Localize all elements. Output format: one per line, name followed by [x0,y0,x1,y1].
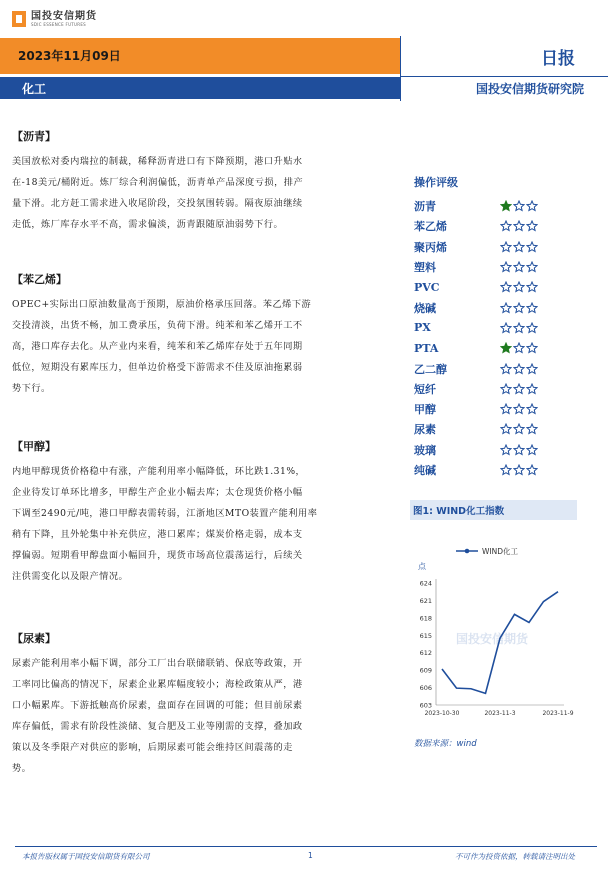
star-filled-icon [500,342,512,354]
footer-divider [15,846,597,847]
rating-title: 操作评级 [414,176,458,189]
institute-name: 国投安信期货研究院 [476,82,585,96]
star-outline-icon [500,220,512,232]
star-outline-icon [513,302,525,314]
star-outline-icon [513,464,525,476]
star-outline-icon [513,241,525,253]
legend-marker [465,549,470,554]
rating-stars [500,281,538,293]
star-outline-icon [513,200,525,212]
y-tick-label: 618 [419,614,432,623]
y-tick-label: 624 [419,579,432,588]
y-tick-label: 609 [419,666,432,675]
sector-title: 化工 [22,82,47,96]
star-outline-icon [526,464,538,476]
rating-stars [500,403,538,415]
star-outline-icon [500,281,512,293]
logo-text-cn: 国投安信期货 [31,11,97,22]
section-body [12,653,380,779]
text-line: 美国放松对委内瑞拉的制裁，稀释沥青进口有下降预期，港口升贴水 [12,156,303,167]
watermark-text: 国投安信期货 [455,632,529,646]
rating-row [414,460,574,480]
footer-copyright: 本报告版权属于国投安信期货有限公司 [22,852,150,861]
star-outline-icon [513,220,525,232]
x-tick-label: 2023-10-30 [424,710,460,717]
rating-row [414,440,574,460]
star-outline-icon [526,383,538,395]
star-outline-icon [500,363,512,375]
rating-row [414,318,574,338]
rating-row [414,237,574,257]
rating-product-name: 短纤 [414,382,436,396]
rating-row [414,257,574,277]
star-outline-icon [513,261,525,273]
rating-stars [500,220,538,232]
text-line: 低位，短期没有累库压力，但单边价格受下游需求不佳及原油拖累弱 [12,362,303,373]
star-outline-icon [526,444,538,456]
star-outline-icon [526,220,538,232]
rating-stars [500,464,538,476]
text-line: 势下行。 [12,383,51,394]
star-outline-icon [500,322,512,334]
rating-stars [500,342,538,354]
y-tick-label: 621 [419,596,432,605]
star-outline-icon [526,322,538,334]
rating-product-name: 塑料 [414,261,436,275]
star-outline-icon [526,403,538,415]
star-outline-icon [513,281,525,293]
wind-chemical-index-chart [404,525,579,725]
legend-label: WIND化工 [482,547,519,556]
section-methanol [12,438,380,587]
text-line: 交投清淡，出货不畅，加工费承压，负荷下滑。纯苯和苯乙烯开工不 [12,320,303,331]
star-outline-icon [500,464,512,476]
rating-row [414,297,574,317]
rating-stars [500,322,538,334]
logo-text-en: SDIC ESSENCE FUTURES [31,22,87,27]
text-line: 走低，炼厂库存水平不高，需求偏淡，沥青跟随原油弱势下行。 [12,219,284,230]
text-line: 量下滑。北方赶工需求进入收尾阶段，交投氛围转弱。隔夜原油继续 [12,198,303,209]
x-tick-label: 2023-11-3 [484,710,516,717]
text-line: 势。 [12,763,32,774]
rating-product-name: 玻璃 [414,443,436,457]
rating-row [414,277,574,297]
star-outline-icon [513,403,525,415]
rating-list [414,196,574,480]
star-filled-icon [500,200,512,212]
section-asphalt [12,128,380,235]
section-title: 【沥青】 [12,130,56,143]
star-outline-icon [526,363,538,375]
text-line: 注供需变化以及限产情况。 [12,571,129,582]
y-tick-label: 606 [419,684,432,693]
rating-stars [500,383,538,395]
rating-product-name: 甲醇 [414,403,436,417]
rating-stars [500,200,538,212]
star-outline-icon [526,241,538,253]
rating-product-name: PVC [414,280,440,294]
star-outline-icon [526,200,538,212]
footer-disclaimer: 不可作为投资依据，转载请注明出处 [455,852,575,861]
star-outline-icon [513,444,525,456]
text-line: 稍有下降，且外轮集中补充供应，港口累库；煤炭价格走弱，成本支 [12,529,303,540]
data-source: 数据来源：wind [414,739,477,749]
text-line: 撑偏弱。短期看甲醇盘面小幅回升，现货市场高位震荡运行，后续关 [12,550,303,561]
y-tick-label: 603 [419,701,432,710]
rating-product-name: 苯乙烯 [414,220,447,234]
text-line: 企业待发订单环比增多，甲醇生产企业小幅去库；太仓现货价格小幅 [12,487,303,498]
star-outline-icon [500,302,512,314]
rating-row [414,358,574,378]
rating-product-name: 沥青 [414,200,436,214]
text-line: 尿素产能利用率小幅下调，部分工厂出台联储联销、保底等政策，开 [12,658,303,669]
star-outline-icon [513,383,525,395]
section-title: 【甲醇】 [12,440,56,453]
star-outline-icon [500,423,512,435]
star-outline-icon [513,363,525,375]
rating-stars [500,302,538,314]
sector-bar [0,77,400,99]
text-line: 库存偏低，需求有阶段性淡储、复合肥及工业等刚需的支撑，叠加政 [12,721,303,732]
section-urea [12,630,380,779]
text-line: 口小幅累库。下游抵触高价尿素，盘面存在回调的可能；但目前尿素 [12,700,303,711]
report-type: 日报 [541,49,575,69]
star-outline-icon [500,444,512,456]
rating-row [414,338,574,358]
text-line: 在-18美元/桶附近。炼厂综合利润偏低，沥青单产品深度亏损，排产 [12,177,304,188]
star-outline-icon [500,241,512,253]
text-line: 策以及冬季限产对供应的影响，后期尿素可能会维持区间震荡的走 [12,742,293,753]
rating-stars [500,241,538,253]
section-title: 【苯乙烯】 [12,273,67,286]
star-outline-icon [526,302,538,314]
section-body [12,294,380,399]
section-body [12,461,380,587]
text-line: 工率同比偏高的情况下，尿素企业累库幅度较小；海检政策从严，港 [12,679,303,690]
text-line: 内地甲醇现货价格稳中有涨，产能利用率小幅降低，环比跌1.31%， [12,466,306,477]
rating-product-name: 乙二醇 [414,362,447,376]
rating-row [414,196,574,216]
y-axis-label: 点 [418,562,426,571]
text-line: OPEC+实际出口原油数量高于预期，原油价格承压回落。苯乙烯下游 [12,299,312,310]
star-outline-icon [513,342,525,354]
y-tick-label: 615 [419,631,432,640]
page-number: 1 [308,851,313,860]
rating-product-name: 纯碱 [414,464,436,477]
rating-stars [500,423,538,435]
rating-stars [500,363,538,375]
star-outline-icon [526,342,538,354]
star-outline-icon [526,281,538,293]
rating-stars [500,261,538,273]
x-tick-label: 2023-11-9 [542,710,574,717]
star-outline-icon [500,383,512,395]
star-outline-icon [526,423,538,435]
logo-mark-icon [12,11,26,27]
rating-row [414,216,574,236]
report-date: 2023年11月09日 [18,49,121,63]
section-title: 【尿素】 [12,632,56,645]
text-line: 高，港口库存去化。从产业内来看，纯苯和苯乙烯库存处于五年同期 [12,341,303,352]
section-body [12,151,380,235]
y-tick-label: 612 [419,649,432,658]
star-outline-icon [500,261,512,273]
figure-caption: 图1: WIND化工指数 [413,506,505,517]
rating-row [414,399,574,419]
rating-product-name: 烧碱 [414,301,436,315]
company-logo [12,7,97,31]
header-divider-horizontal [400,76,608,77]
header-divider-vertical [400,36,401,101]
rating-row [414,379,574,399]
text-line: 下调至2490元/吨，港口甲醇表需转弱，江浙地区MTO装置产能利用率 [12,508,318,519]
rating-stars [500,444,538,456]
rating-product-name: PTA [414,341,439,355]
star-outline-icon [513,322,525,334]
star-outline-icon [513,423,525,435]
rating-product-name: PX [414,321,431,335]
rating-row [414,419,574,439]
rating-product-name: 尿素 [414,423,436,437]
star-outline-icon [526,261,538,273]
section-styrene [12,271,380,399]
rating-panel [414,174,574,480]
rating-product-name: 聚丙烯 [414,240,447,254]
star-outline-icon [500,403,512,415]
